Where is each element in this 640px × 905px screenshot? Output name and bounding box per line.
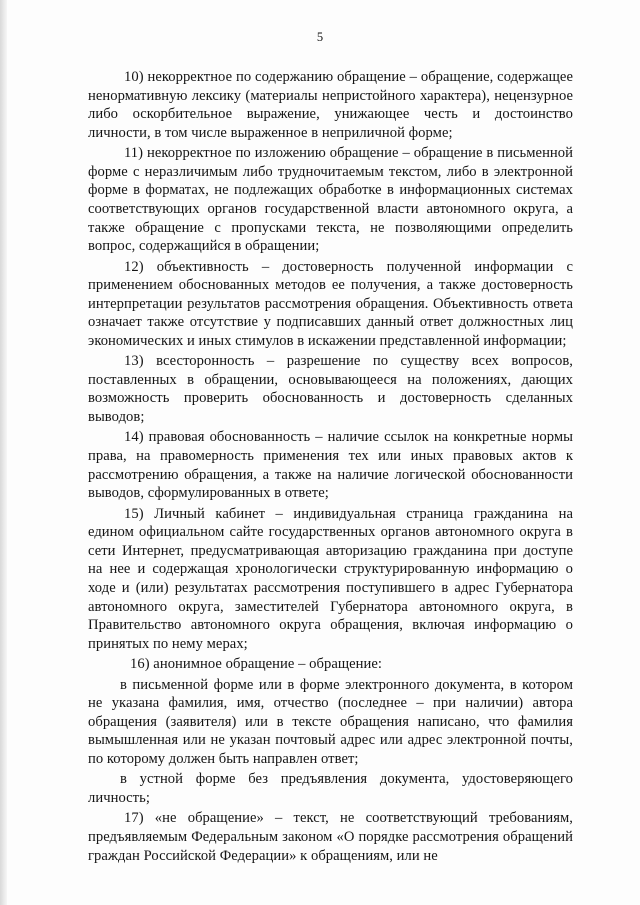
page-number: 5 [316, 30, 324, 44]
paragraph-item-11: 11) некорректное по изложению обращение – обращение в письменной форме с неразличимым либо трудночитаемым текстом, либо в электронной форме в форматах, не подлежащих обработке в информационных системах соответствующих органов государственной власти автономного округа, а также обращение с пропусками текста, не позволяющими определить вопрос, содержащийся в обращении; [88, 145, 573, 255]
paragraph-item-16: 16) анонимное обращение – обращение: [130, 656, 383, 673]
paragraph-item-14: 14) правовая обоснованность – наличие ссылок на конкретные нормы права, на правомерность применения тех или иных правовых актов к рассмотрению обращения, а также на наличие логической обоснованности выводов, сформулированных в ответе; [88, 429, 573, 502]
paragraph-item-16-oral: в устной форме без предъявления документа, удостоверяющего личность; [88, 771, 573, 806]
paragraph-item-10: 10) некорректное по содержанию обращение – обращение, содержащее ненормативную лексику (материалы непристойного характера), нецензурное либо оскорбительное выражение, унижающее честь и достоинство личности, в том числе выраженное в неприличной форме; [88, 69, 573, 141]
paragraph-item-13: 13) всесторонность – разрешение по существу всех вопросов, поставленных в обращении, основывающееся на положениях, дающих возможность проверить обоснованность и достоверность сделанных выводов; [88, 353, 573, 426]
paragraph-item-16-written: в письменной форме или в форме электронного документа, в котором не указана фамилия, имя, отчество (последнее – при наличии) автора обращения (заявителя) или в тексте обращения написано, что фамилия вымышленная или не указан почтовый адрес или адрес электронной почты, по которому должен быть направлен ответ; [88, 676, 573, 767]
paragraph-item-15: 15) Личный кабинет – индивидуальная страница гражданина на едином официальном сайте государственных органов автономного округа в сети Интернет, предусматривающая авторизацию гражданина при доступе на нее и содержащая хронологически структурированную информацию о ходе и (или) результатах рассмотрения поступившего в адрес Губернатора автономного округа, заместителей Губернатора автономного округа, в Правительство автономного округа обращения, включая информацию о принятых по нему мерах; [88, 505, 573, 652]
document-body [88, 68, 573, 867]
scan-edge-shadow [0, 0, 7, 905]
paragraph-item-12: 12) объективность – достоверность полученной информации с применением обоснованных методов ее получения, а также достоверность интерпретации результатов рассмотрения обращения. Объективность ответа означает также отсутствие у подписавших данный ответ должностных лиц экономических и иных стимулов в искажении представленной информации; [88, 258, 573, 349]
paragraph-item-17: 17) «не обращение» – текст, не соответствующий требованиям, предъявляемым Федеральным законом «О порядке рассмотрения обращений граждан Российской Федерации» к обращениям, или не [88, 810, 573, 864]
